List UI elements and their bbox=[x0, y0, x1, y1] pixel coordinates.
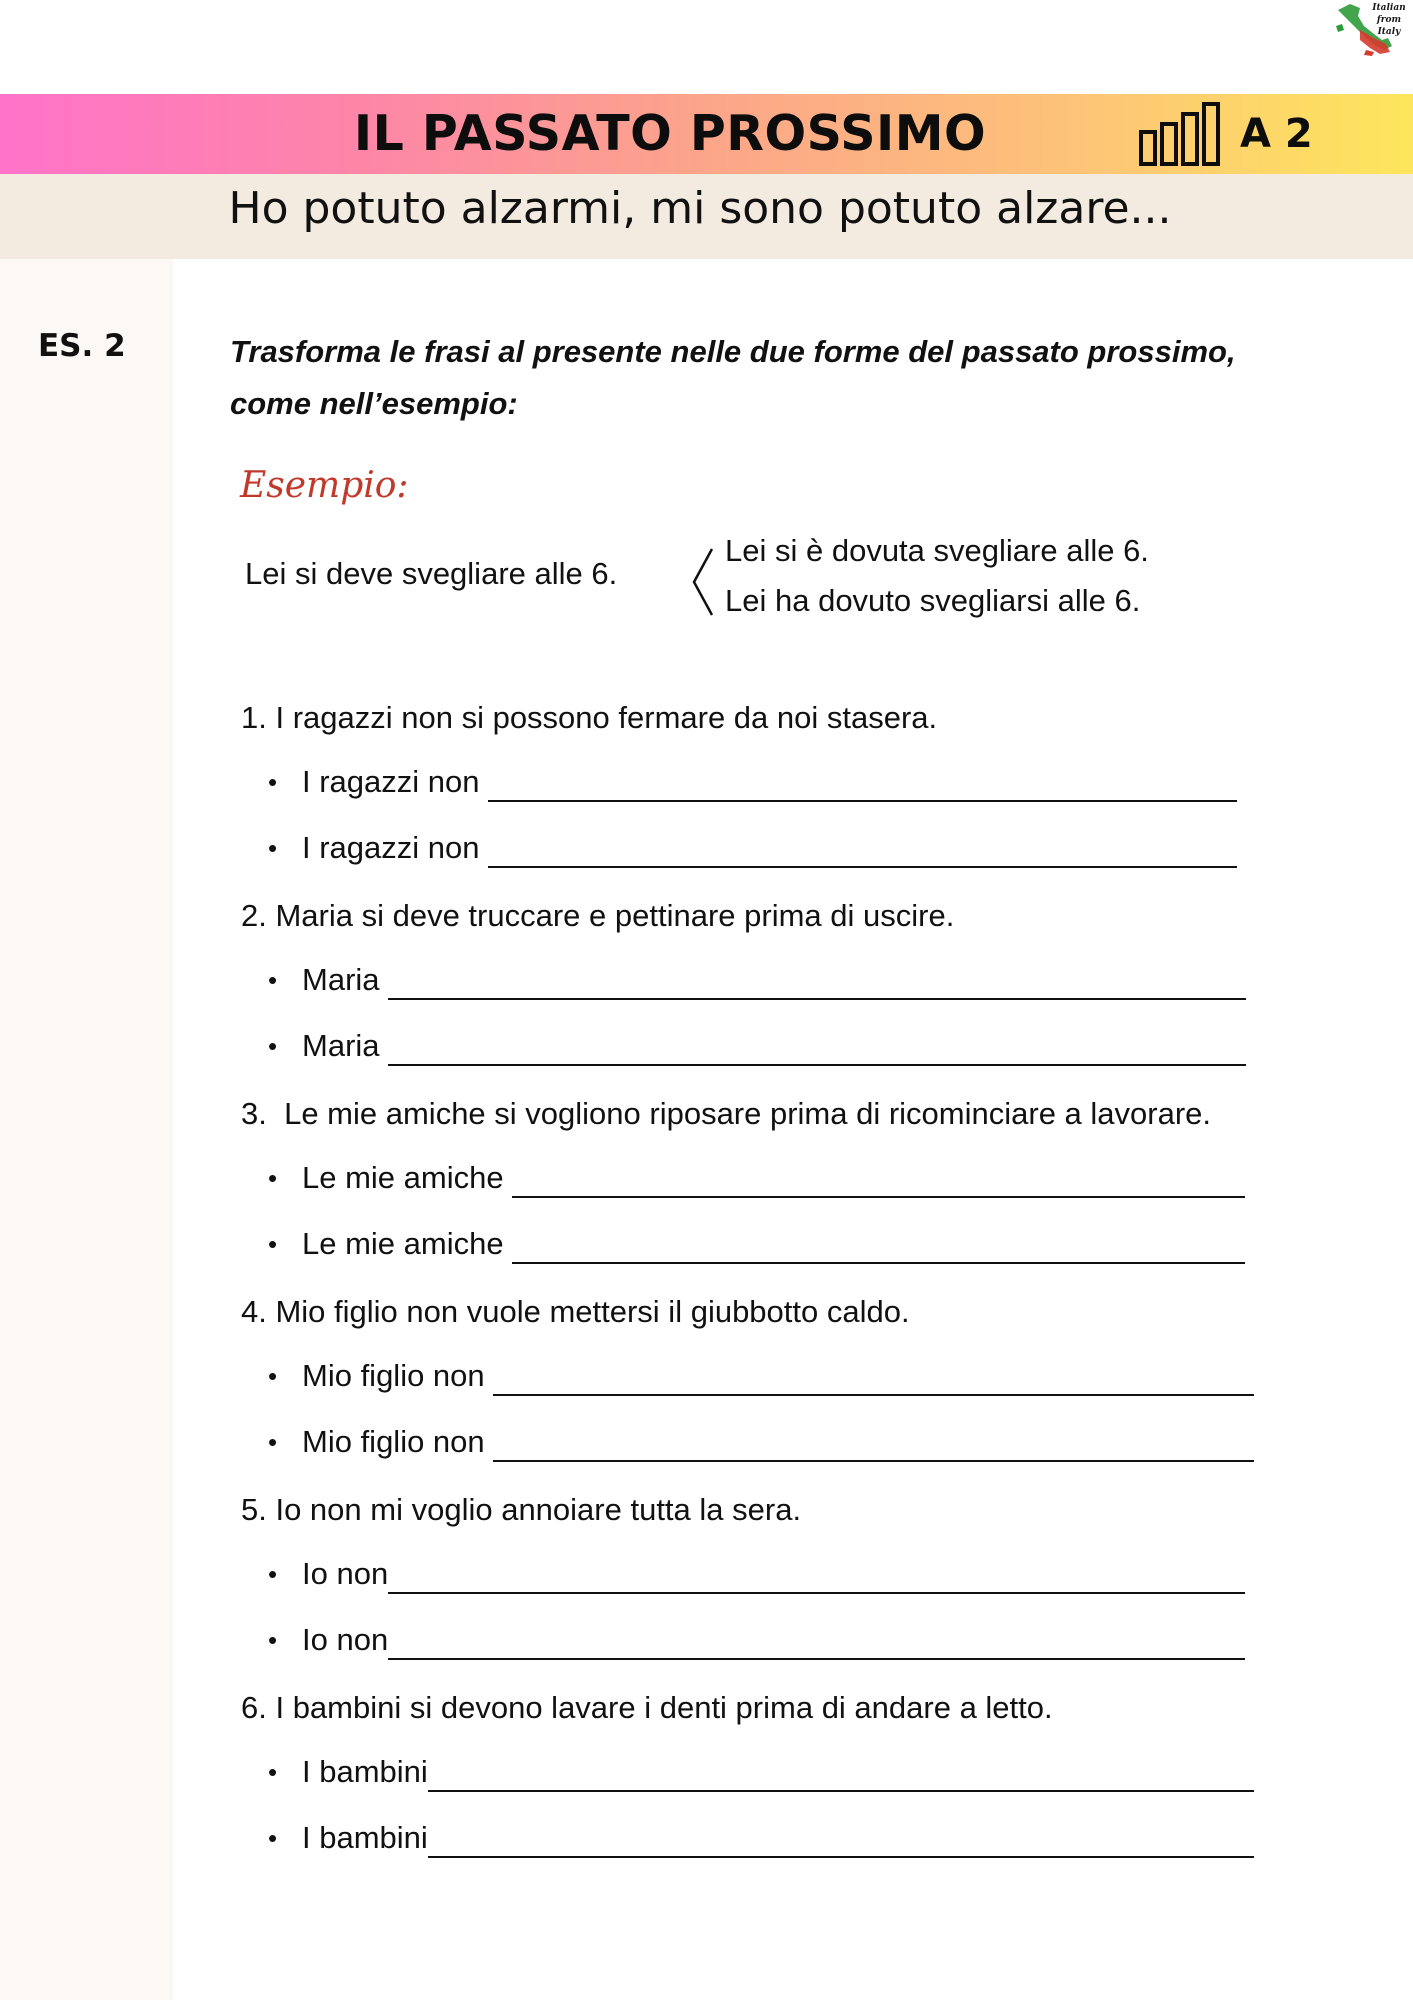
page-subtitle: Ho potuto alzarmi, mi sono potuto alzare... bbox=[228, 183, 1172, 234]
title-banner bbox=[0, 94, 1413, 174]
answer-line bbox=[268, 960, 1246, 1000]
answer-blank[interactable] bbox=[512, 1232, 1245, 1264]
answer-line bbox=[268, 1620, 1245, 1660]
answer-prompt: Le mie amiche bbox=[302, 1226, 504, 1261]
question-3: 3. Le mie amiche si vogliono riposare prima di ricominciare a lavorare. bbox=[241, 1096, 1212, 1131]
bullet-icon: • bbox=[268, 833, 278, 863]
bullet-icon: • bbox=[268, 1757, 278, 1787]
level-bars-icon bbox=[1138, 98, 1228, 170]
answer-prompt: Maria bbox=[302, 1028, 380, 1063]
answer-prompt: Io non bbox=[302, 1556, 389, 1591]
bullet-icon: • bbox=[268, 1427, 278, 1457]
answer-line bbox=[268, 762, 1237, 802]
answer-blank[interactable] bbox=[388, 1628, 1245, 1660]
answer-prompt: Maria bbox=[302, 962, 380, 997]
exercise-instruction bbox=[230, 326, 1360, 430]
question-4: 4. Mio figlio non vuole mettersi il giubbotto caldo. bbox=[241, 1294, 910, 1329]
bullet-icon: • bbox=[268, 1823, 278, 1853]
bullet-icon: • bbox=[268, 1229, 278, 1259]
answer-prompt: I ragazzi non bbox=[302, 830, 480, 865]
answer-line bbox=[268, 828, 1237, 868]
subtitle-banner bbox=[0, 174, 1413, 259]
answer-line bbox=[268, 1818, 1254, 1858]
answer-line bbox=[268, 1554, 1245, 1594]
answer-blank[interactable] bbox=[388, 1034, 1246, 1066]
answer-line bbox=[268, 1422, 1254, 1462]
logo-text: Italian from Italy bbox=[1372, 3, 1406, 37]
answer-line bbox=[268, 1356, 1254, 1396]
question-1: 1. I ragazzi non si possono fermare da noi stasera. bbox=[241, 700, 938, 735]
answer-blank[interactable] bbox=[512, 1166, 1245, 1198]
answer-prompt: I ragazzi non bbox=[302, 764, 480, 799]
bullet-icon: • bbox=[268, 1163, 278, 1193]
bullet-icon: • bbox=[268, 1559, 278, 1589]
answer-blank[interactable] bbox=[488, 836, 1238, 868]
italian-from-italy-logo bbox=[1330, 0, 1413, 58]
example-sentence: Lei si deve svegliare alle 6. bbox=[245, 556, 618, 591]
example-answer-1: Lei si è dovuta svegliare alle 6. bbox=[725, 533, 1149, 568]
bullet-icon: • bbox=[268, 1031, 278, 1061]
answer-line bbox=[268, 1026, 1246, 1066]
answer-prompt: Mio figlio non bbox=[302, 1424, 485, 1459]
instruction-line-1: Trasforma le frasi al presente nelle due forme del passato prossimo, bbox=[230, 334, 1236, 369]
answer-blank[interactable] bbox=[428, 1826, 1254, 1858]
answer-blank[interactable] bbox=[428, 1760, 1254, 1792]
bullet-icon: • bbox=[268, 1361, 278, 1391]
exercise-label: ES. 2 bbox=[38, 328, 126, 364]
instruction-line-2: come nell’esempio: bbox=[230, 386, 518, 421]
answer-blank[interactable] bbox=[488, 770, 1238, 802]
question-2: 2. Maria si deve truccare e pettinare prima di uscire. bbox=[241, 898, 955, 933]
answer-prompt: Io non bbox=[302, 1622, 389, 1657]
angle-bracket-icon bbox=[690, 545, 716, 619]
example-answer-2: Lei ha dovuto svegliarsi alle 6. bbox=[725, 583, 1141, 618]
answer-line bbox=[268, 1752, 1254, 1792]
answer-prompt: Le mie amiche bbox=[302, 1160, 504, 1195]
question-6: 6. I bambini si devono lavare i denti prima di andare a letto. bbox=[241, 1690, 1053, 1725]
level-label: A 2 bbox=[1240, 111, 1313, 157]
bullet-icon: • bbox=[268, 767, 278, 797]
answer-prompt: I bambini bbox=[302, 1820, 428, 1855]
answer-line bbox=[268, 1224, 1245, 1264]
example-heading: Esempio: bbox=[240, 465, 409, 506]
left-margin-strip bbox=[0, 259, 173, 2000]
answer-blank[interactable] bbox=[493, 1430, 1254, 1462]
answer-line bbox=[268, 1158, 1245, 1198]
answer-blank[interactable] bbox=[388, 1562, 1245, 1594]
answer-blank[interactable] bbox=[388, 968, 1246, 1000]
bullet-icon: • bbox=[268, 1625, 278, 1655]
answer-prompt: Mio figlio non bbox=[302, 1358, 485, 1393]
question-5: 5. Io non mi voglio annoiare tutta la sera. bbox=[241, 1492, 802, 1527]
bullet-icon: • bbox=[268, 965, 278, 995]
answer-blank[interactable] bbox=[493, 1364, 1254, 1396]
page-title: IL PASSATO PROSSIMO bbox=[353, 105, 987, 162]
answer-prompt: I bambini bbox=[302, 1754, 428, 1789]
